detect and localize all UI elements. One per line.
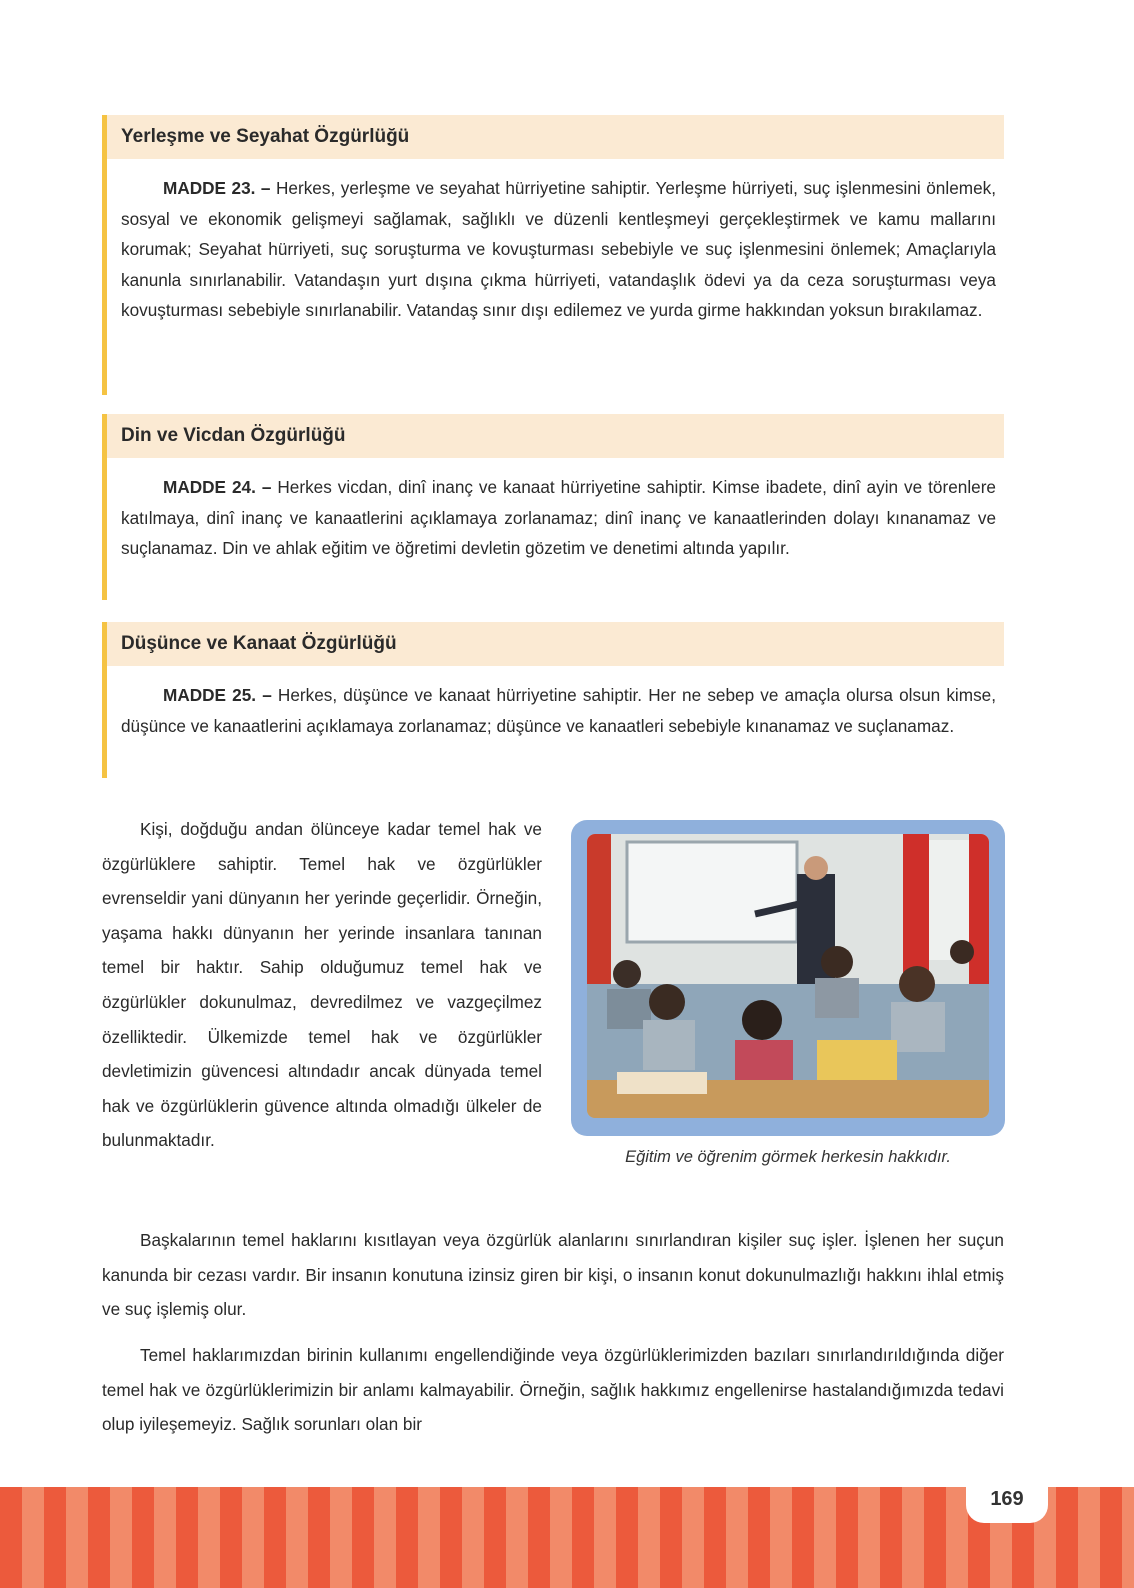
- section-dusunce-kanaat: [102, 622, 1004, 778]
- accent-bar: [102, 622, 107, 778]
- article-text: [121, 458, 1004, 564]
- accent-bar: [102, 115, 107, 395]
- article-body: Herkes, düşünce ve kanaat hürriyetine sahiptir. Her ne sebep ve amaçla olursa olsun kimse, düşünce ve kanaatlerini açıklamaya zorlanamaz; düşünce ve kanaatleri sebebiyle kınanamaz ve suçlanamaz.: [121, 685, 996, 736]
- classroom-photo: [587, 834, 989, 1118]
- section-heading: Yerleşme ve Seyahat Özgürlüğü: [107, 115, 1004, 159]
- article-body: Herkes, yerleşme ve seyahat hürriyetine sahiptir. Yerleşme hürriyeti, suç işlenmesini önlemek, sosyal ve ekonomik gelişmeyi sağlamak, sağlıklı ve düzenli kentleşmeyi gerçekleştirmek ve kamu mallarını korumak; Seyahat hürriyeti, suç soruşturma ve kovuşturması sebebiyle ve suç işlenmesini önlemek; Amaçlarıyla kanunla sınırlanabilir. Vatandaşın yurt dışına çıkma hürriyeti, vatandaşlık ödevi ya da ceza soruşturması veya kovuşturması sebebiyle sınırlanabilir. Vatandaş sınır dışı edilemez ve yurda girme hakkından yoksun bırakılamaz.: [121, 178, 996, 320]
- side-paragraph: Kişi, doğduğu andan ölünceye kadar temel hak ve özgürlüklere sahiptir. Temel hak ve özgürlükler evrenseldir yani dünyanın her yerinde geçerlidir. Örneğin, yaşama hakkı dünyanın her yerinde insanlara tanınan temel bir haktır. Sahip olduğumuz temel hak ve özgürlükler dokunulmaz, devredilmez ve vazgeçilmez özelliktedir. Ülkemizde temel hak ve özgürlükler devletimizin güvencesi altındadır ancak dünyada temel hak ve özgürlüklerin güvence altında olmadığı ülkeler de bulunmaktadır.: [102, 819, 542, 1151]
- article-body: Herkes vicdan, dinî inanç ve kanaat hürriyetine sahiptir. Kimse ibadete, dinî ayin ve törenlere katılmaya, dinî inanç ve kanaatlerini açıklamaya zorlanamaz; dinî inanç ve kanaatlerinden dolayı kınanamaz ve suçlanamaz. Din ve ahlak eğitim ve öğretimi devletin gözetim ve denetimi altında yapılır.: [121, 477, 996, 558]
- paragraph-2: Başkalarının temel haklarını kısıtlayan veya özgürlük alanlarını sınırlandıran kişiler suç işler. İşlenen her suçun kanunda bir cezası vardır. Bir insanın konutuna izinsiz giren bir kişi, o insanın konut dokunulmazlığı hakkını ihlal etmiş ve suç işlemiş olur.: [102, 1230, 1004, 1319]
- article-text: [121, 666, 1004, 741]
- accent-bar: [102, 414, 107, 600]
- section-heading: Din ve Vicdan Özgürlüğü: [107, 414, 1004, 458]
- article-text: [121, 159, 1004, 326]
- classroom-illustration: [587, 834, 989, 1118]
- photo-caption: Eğitim ve öğrenim görmek herkesin hakkıdır.: [625, 1148, 951, 1166]
- photo-frame: [571, 820, 1005, 1136]
- section-din-vicdan: [102, 414, 1004, 600]
- article-number: MADDE 24. –: [163, 477, 272, 497]
- article-number: MADDE 23. –: [163, 178, 271, 198]
- paragraph-3: Temel haklarımızdan birinin kullanımı engellendiğinde veya özgürlüklerimizden bazıları sınırlandırıldığında diğer temel hak ve özgürlüklerimizin bir anlamı kalmayabilir. Örneğin, sağlık hakkımız engellenirse hastalandığımızda tedavi olup iyileşemeyiz. Sağlık sorunları olan bir: [102, 1345, 1004, 1434]
- section-heading: Düşünce ve Kanaat Özgürlüğü: [107, 622, 1004, 666]
- article-number: MADDE 25. –: [163, 685, 272, 705]
- striped-footer: [0, 1487, 1134, 1588]
- section-yerlesme: [102, 115, 1004, 395]
- page-number: 169: [966, 1475, 1048, 1523]
